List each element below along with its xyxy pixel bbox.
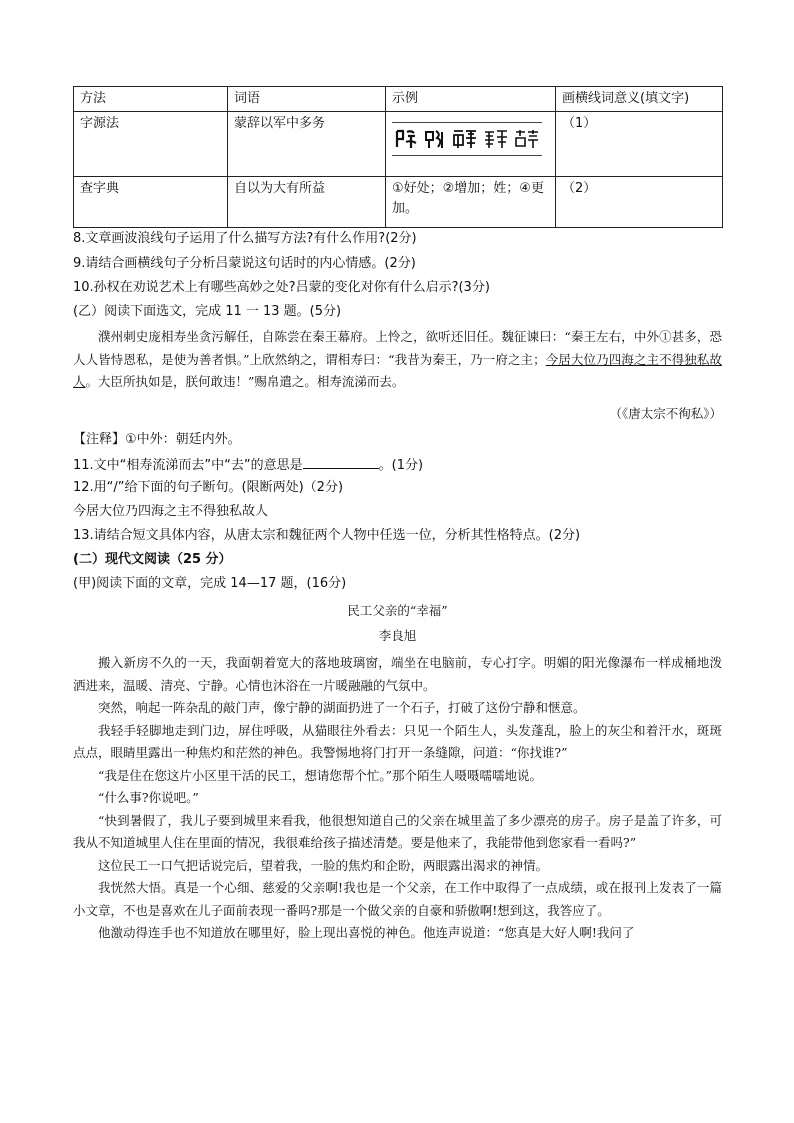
article-paragraph: “快到暑假了，我儿子要到城里来看我，他很想知道自己的父亲在城里盖了多少漂亮的房子。房子是盖了许多，可我从不知道城里人住在里面的情况，我很难给孩子描述清楚。要是他来了，我能带他到您家看一看吗?”	[73, 812, 722, 850]
section-b-intro: (乙）阅读下面选文，完成 11 一 13 题。(5分)	[73, 304, 342, 319]
question-12: 12.用“/”给下面的句子断句。(限断两处)（2分)	[73, 480, 344, 495]
article-paragraph: 我轻手轻脚地走到门边，屏住呼吸，从猫眼往外看去：只见一个陌生人，头发蓬乱，脸上的灰尘和着汗水，斑斑点点，眼睛里露出一种焦灼和茫然的神色。我警惕地将门打开一条缝隙，问道：“你找谁?”	[73, 722, 722, 760]
article-title: 民工父亲的“幸福”	[347, 603, 448, 618]
seal-char-5	[514, 128, 540, 150]
section-heading-modern-reading: (二）现代文阅读（25 分）	[73, 552, 232, 567]
annotation-note: 【注释】①中外：朝廷内外。	[73, 432, 241, 447]
article-body	[73, 652, 722, 945]
vocabulary-method-table	[73, 86, 723, 228]
question-9: 9.请结合画横线句子分析吕蒙说这句话时的内心情感。(2分)	[73, 256, 416, 271]
question-8: 8.文章画波浪线句子运用了什么描写方法?有什么作用?(2分)	[73, 231, 417, 246]
answer-blank[interactable]	[303, 454, 379, 469]
article-paragraph: 这位民工一口气把话说完后，望着我，一脸的焦灼和企盼，两眼露出渴求的神情。	[98, 857, 549, 873]
word-cell: 蒙辞以军中多务	[228, 112, 386, 177]
word-cell: 自以为大有所益	[228, 177, 386, 228]
table-row	[74, 177, 723, 228]
table-header-cell: 方法	[74, 87, 228, 112]
question-11	[73, 454, 423, 476]
table-header-row	[74, 87, 723, 112]
underlined-sentence: 今居大位乃四海之主不得独私故人	[73, 351, 722, 389]
article-paragraph: 我恍然大悟。真是一个心细、慈爱的父亲啊!我也是一个父亲，在工作中取得了一点成绩，或在报刊上发表了一篇小文章，不也是喜欢在儿子面前表现一番吗?那是一个做父亲的自豪和骄傲啊!想到这，我答应了。	[73, 880, 722, 918]
answer-blank-cell[interactable]: （2）	[556, 177, 723, 228]
article-paragraph: 突然，响起一阵杂乱的敲门声，像宁静的湖面扔进了一个石子，打破了这份宁静和惬意。	[98, 700, 586, 715]
example-cell: ①好处；②增加；姓；④更加。	[386, 177, 556, 228]
question-11-score: 。(1分)	[378, 458, 424, 473]
seal-script-example-image	[392, 122, 542, 156]
article-paragraph: “什么事?你说吧。”	[98, 790, 199, 805]
classical-passage	[73, 326, 722, 394]
seal-char-4	[483, 128, 509, 150]
table-header-cell: 示例	[386, 87, 556, 112]
seal-char-1	[394, 128, 418, 150]
method-cell: 查字典	[74, 177, 228, 228]
seal-char-2	[423, 128, 447, 150]
article-author: 李良旭	[378, 628, 417, 643]
question-11-text: 11.文中“相寿流涕而去”中“去”的意思是	[73, 458, 303, 473]
question-13: 13.请结合短文具体内容，从唐太宗和魏征两个人物中任选一位，分析其性格特点。(2分)	[73, 528, 581, 543]
table-row	[74, 112, 723, 177]
article-paragraph: “我是住在您这片小区里干活的民工，想请您帮个忙。”那个陌生人嗫嗫嚅嚅地说。	[98, 767, 543, 783]
article-paragraph: 搬入新房不久的一天，我面朝着宽大的落地玻璃窗，端坐在电脑前，专心打字。明媚的阳光像瀑布一样成桶地泼洒进来，温暖、清亮、宁静。心情也沐浴在一片暖融融的气氛中。	[73, 655, 722, 693]
question-10: 10.孙权在劝说艺术上有哪些高妙之处?吕蒙的变化对你有什么启示?(3分)	[73, 280, 490, 295]
seal-char-3	[452, 128, 478, 150]
answer-blank-cell[interactable]: （1）	[556, 112, 723, 177]
article-paragraph: 他激动得连手也不知道放在哪里好，脸上现出喜悦的神色。他连声说道：“您真是大好人啊!我问了	[98, 925, 635, 940]
method-cell: 字源法	[74, 112, 228, 177]
table-header-cell: 词语	[228, 87, 386, 112]
example-cell	[386, 112, 556, 177]
question-12-sentence: 今居大位乃四海之主不得独私故人	[73, 504, 269, 519]
passage-text: 濮州刺史庞相寿坐贪污解任，自陈尝在秦王幕府。上怜之，欲听还旧任。魏征谏曰：“秦王左右，中外①甚多，恐人人皆恃恩私，是使为善者惧。”上欣然纳之，谓相寿曰：“我昔为秦王，乃一府之主；	[73, 329, 722, 367]
passage-text: 。大臣所执如是，朕何敢违！”赐帛遣之。相寿流涕而去。	[85, 374, 405, 389]
table-header-cell: 画横线词意义(填文字)	[556, 87, 723, 112]
passage-source: （《唐太宗不徇私》）	[609, 406, 722, 421]
section-2-intro: (甲)阅读下面的文章，完成 14—17 题，(16分)	[73, 576, 347, 591]
